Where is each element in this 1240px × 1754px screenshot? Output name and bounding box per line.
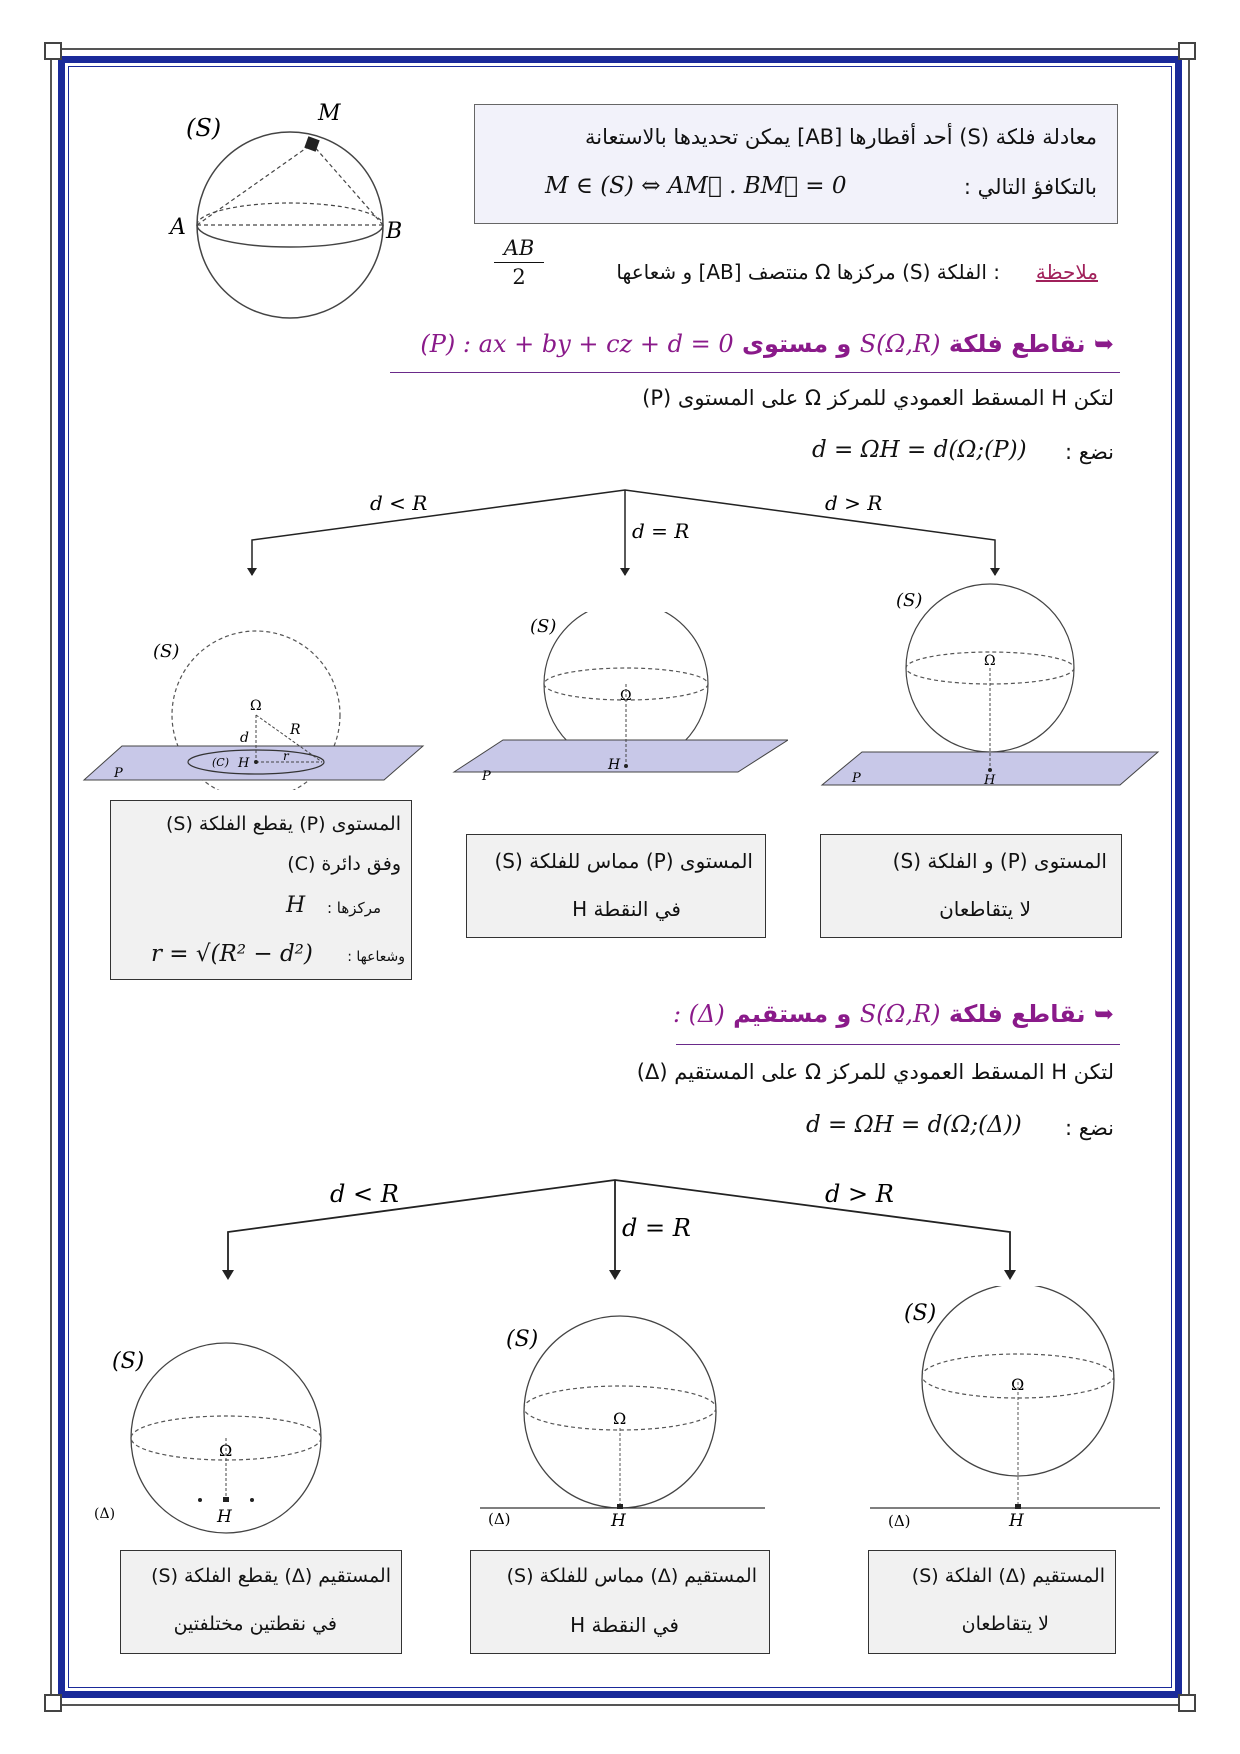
line-box-left-line1: المستقيم (Δ) يقطع الفلكة (S) xyxy=(151,1565,391,1587)
frame-corner-tr xyxy=(1178,42,1196,60)
plane-diagram-middle xyxy=(448,612,788,782)
line-heading-underline xyxy=(676,1044,1120,1045)
line-box-left xyxy=(120,1550,402,1654)
pdr-p: P xyxy=(852,771,861,786)
ldm-h: H xyxy=(611,1511,626,1531)
plane-heading-and: و مستوى xyxy=(741,330,852,358)
intro-sphere-diagram xyxy=(160,100,420,340)
line-box-right-line1: المستقيم (Δ) الفلكة (S) xyxy=(911,1565,1105,1587)
pdr-h: H xyxy=(984,773,996,788)
line-diagram-middle xyxy=(480,1302,770,1532)
pdm-omega: Ω xyxy=(620,688,632,704)
pdl-s: (S) xyxy=(153,641,180,662)
heading-arrow-icon: ➥ xyxy=(1093,330,1114,358)
plane-branch-tree xyxy=(230,480,1010,580)
line-heading-math2: (Δ) : xyxy=(672,1000,725,1028)
frame-corner-bl xyxy=(44,1694,62,1712)
plane-box-left-line3-math: H xyxy=(286,893,306,918)
plane-box-middle-line1: المستوى (P) مماس للفلكة (S) xyxy=(494,849,753,873)
line-line1: لتكن H المسقط العمودي للمركز Ω على المستقيم (Δ) xyxy=(636,1060,1114,1084)
pdm-h: H xyxy=(608,757,621,773)
line-branch-tree xyxy=(210,1168,1030,1283)
line-box-left-line2: في نقطتين مختلفتين xyxy=(173,1613,337,1635)
plane-box-right-line2: لا يتقاطعان xyxy=(939,897,1031,921)
ldm-omega: Ω xyxy=(613,1409,627,1428)
ldl-h: H xyxy=(217,1507,232,1527)
plane-diagram-left xyxy=(78,630,428,790)
equation-box-line2-text: بالتكافؤ التالي : xyxy=(963,175,1097,199)
plane-box-left-line4-label: وشعاعها : xyxy=(347,949,405,965)
pdm-s: (S) xyxy=(530,616,557,637)
plane-box-left-line3-label: مركزها : xyxy=(326,899,381,917)
plane-line2-math: d = ΩH = d(Ω;(P)) xyxy=(812,437,1027,463)
plane-line1: لتكن H المسقط العمودي للمركز Ω على المستوى (P) xyxy=(642,386,1114,410)
note-text: : الفلكة (S) مركزها Ω منتصف [AB] و شعاعها xyxy=(616,260,1000,284)
intro-label-b: B xyxy=(386,219,403,244)
plane-heading-underline xyxy=(390,372,1120,373)
pdl-r-small: r xyxy=(283,749,289,763)
line-section-heading xyxy=(673,1000,1114,1028)
line-diagram-left xyxy=(86,1330,386,1540)
pdm-p: P xyxy=(482,769,491,782)
plane-box-left xyxy=(110,800,412,980)
line-branch-mid: d = R xyxy=(622,1214,691,1242)
pdl-d: d xyxy=(240,730,249,746)
note-label: ملاحظة xyxy=(1035,260,1098,284)
note-fraction xyxy=(494,236,544,289)
plane-heading-ar: نقاطع فلكة xyxy=(948,330,1086,358)
intro-label-a: A xyxy=(170,215,186,240)
pdr-omega: Ω xyxy=(984,653,996,669)
plane-box-middle xyxy=(466,834,766,938)
plane-heading-math2: (P) : ax + by + cz + d = 0 xyxy=(420,330,734,358)
equation-box xyxy=(474,104,1118,224)
note-frac-num: AB xyxy=(494,236,544,263)
line-box-right xyxy=(868,1550,1116,1654)
line-diagram-right xyxy=(870,1286,1170,1532)
pdl-omega: Ω xyxy=(250,698,262,714)
line-box-middle xyxy=(470,1550,770,1654)
ldm-delta: (Δ) xyxy=(488,1510,511,1528)
line-heading-ar: نقاطع فلكة xyxy=(948,1000,1086,1028)
pdl-c: (C) xyxy=(212,756,229,769)
pdr-s: (S) xyxy=(896,590,923,611)
pdl-r-big: R xyxy=(290,722,301,738)
equation-box-line1: معادلة فلكة (S) أحد أقطارها [AB] يمكن تحديدها بالاستعانة xyxy=(584,125,1097,149)
plane-branch-right: d > R xyxy=(825,491,883,515)
line-branch-left: d < R xyxy=(330,1180,399,1208)
ldl-delta: (Δ) xyxy=(94,1506,116,1522)
plane-line2-label: نضع : xyxy=(1065,440,1114,464)
plane-box-right xyxy=(820,834,1122,938)
plane-box-left-line1: المستوى (P) يقطع الفلكة (S) xyxy=(165,813,401,835)
plane-box-left-line2: وفق دائرة (C) xyxy=(287,853,401,875)
line-box-middle-line1: المستقيم (Δ) مماس للفلكة (S) xyxy=(506,1565,757,1587)
ldl-omega: Ω xyxy=(219,1441,233,1460)
heading-arrow-icon: ➥ xyxy=(1093,1000,1114,1028)
plane-diagram-right xyxy=(818,580,1168,795)
pdl-p: P xyxy=(114,766,123,781)
equation-box-line2-math: M ∈ (S) ⇔ AM⃗ . BM⃗ = 0 xyxy=(545,173,847,199)
line-branch-right: d > R xyxy=(825,1180,894,1208)
frame-corner-br xyxy=(1178,1694,1196,1712)
frame-corner-tl xyxy=(44,42,62,60)
line-heading-and: و مستقيم xyxy=(733,1000,852,1028)
ldm-s: (S) xyxy=(506,1327,539,1352)
plane-branch-left: d < R xyxy=(370,491,428,515)
plane-branch-mid: d = R xyxy=(632,519,690,543)
plane-box-right-line1: المستوى (P) و الفلكة (S) xyxy=(892,849,1107,873)
intro-label-m: M xyxy=(318,101,341,126)
pdl-h: H xyxy=(238,756,250,771)
line-box-middle-line2: في النقطة H xyxy=(570,1613,679,1637)
ldl-s: (S) xyxy=(112,1349,145,1374)
ldr-h: H xyxy=(1009,1511,1024,1531)
line-line2-label: نضع : xyxy=(1065,1116,1114,1140)
note-frac-den: 2 xyxy=(512,265,526,289)
line-line2-math: d = ΩH = d(Ω;(Δ)) xyxy=(806,1112,1022,1138)
line-heading-math1: S(Ω,R) xyxy=(859,1000,941,1028)
plane-heading-math1: S(Ω,R) xyxy=(859,330,941,358)
plane-section-heading xyxy=(420,330,1114,358)
ldr-omega: Ω xyxy=(1011,1375,1025,1394)
plane-box-left-line4-math: r = √(R² − d²) xyxy=(151,941,313,967)
ldr-delta: (Δ) xyxy=(888,1512,911,1530)
intro-label-s: (S) xyxy=(186,114,222,142)
plane-box-middle-line2: في النقطة H xyxy=(572,897,681,921)
line-box-right-line2: لا يتقاطعان xyxy=(961,1613,1049,1635)
ldr-s: (S) xyxy=(904,1301,937,1326)
